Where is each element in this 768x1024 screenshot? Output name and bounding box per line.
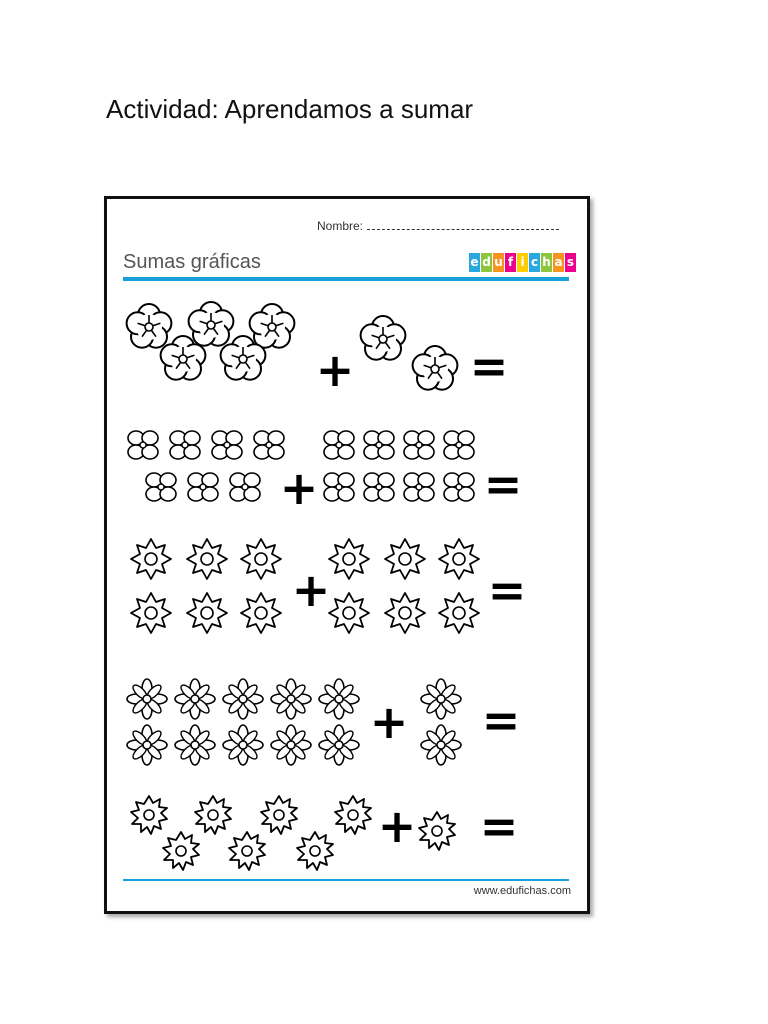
petal-flower-icon: [271, 725, 311, 765]
clover-flower-icon: [324, 473, 354, 501]
equals-sign: =: [481, 693, 521, 747]
spiky-flower-icon: [385, 593, 425, 633]
petal-flower-icon: [421, 679, 461, 719]
equals-sign: =: [469, 339, 509, 393]
spiky-flower-icon: [385, 539, 425, 579]
petal-flower-icon: [127, 679, 167, 719]
logo-letter: h: [541, 253, 552, 272]
plus-sign: +: [315, 343, 355, 397]
daisy-flower-icon: [163, 832, 199, 870]
logo-letter: i: [517, 253, 528, 272]
clover-flower-icon: [324, 431, 354, 459]
round-flower-icon: [361, 316, 406, 360]
daisy-flower-icon: [261, 796, 297, 834]
spiky-flower-icon: [439, 539, 479, 579]
name-label: Nombre:: [317, 219, 364, 233]
document-title: Actividad: Aprendamos a sumar: [106, 94, 474, 124]
daisy-flower-icon: [229, 832, 265, 870]
clover-flower-icon: [404, 473, 434, 501]
daisy-flower-icon: [419, 812, 455, 850]
clover-flower-icon: [254, 431, 284, 459]
clover-flower-icon: [404, 431, 434, 459]
daisy-flower-icon: [131, 796, 167, 834]
clover-flower-icon: [188, 473, 218, 501]
clover-flower-icon: [170, 431, 200, 459]
petal-flower-icon: [271, 679, 311, 719]
footer-divider: [123, 879, 569, 881]
logo-letter: f: [505, 253, 516, 272]
footer-url: www.edufichas.com: [473, 885, 571, 897]
logo-letter: u: [493, 253, 504, 272]
equals-sign: =: [479, 799, 519, 853]
round-flower-icon: [250, 304, 295, 348]
clover-flower-icon: [128, 431, 158, 459]
exercise-row: [127, 302, 509, 397]
clover-flower-icon: [212, 431, 242, 459]
spiky-flower-icon: [187, 593, 227, 633]
plus-sign: +: [291, 563, 331, 617]
plus-sign: +: [279, 461, 319, 515]
clover-flower-icon: [444, 473, 474, 501]
plus-sign: +: [377, 799, 417, 853]
exercise-row: [128, 431, 522, 515]
spiky-flower-icon: [329, 539, 369, 579]
exercise-row: [131, 796, 518, 870]
daisy-flower-icon: [335, 796, 371, 834]
spiky-flower-icon: [131, 539, 171, 579]
petal-flower-icon: [175, 679, 215, 719]
exercise-row: [127, 679, 520, 765]
spiky-flower-icon: [241, 593, 281, 633]
daisy-flower-icon: [297, 832, 333, 870]
petal-flower-icon: [223, 725, 263, 765]
round-flower-icon: [189, 302, 234, 346]
spiky-flower-icon: [131, 593, 171, 633]
clover-flower-icon: [146, 473, 176, 501]
clover-flower-icon: [364, 473, 394, 501]
spiky-flower-icon: [329, 593, 369, 633]
petal-flower-icon: [319, 725, 359, 765]
logo-letter: s: [565, 253, 576, 272]
clover-flower-icon: [364, 431, 394, 459]
logo-letter: d: [481, 253, 492, 272]
daisy-flower-icon: [195, 796, 231, 834]
worksheet: [104, 196, 590, 914]
spiky-flower-icon: [241, 539, 281, 579]
logo-letter: c: [529, 253, 540, 272]
worksheet-title: Sumas gráficas: [123, 251, 261, 273]
spiky-flower-icon: [187, 539, 227, 579]
logo-letter: a: [553, 253, 564, 272]
round-flower-icon: [413, 346, 458, 390]
petal-flower-icon: [127, 725, 167, 765]
exercises-area: [107, 199, 587, 911]
petal-flower-icon: [175, 725, 215, 765]
equals-sign: =: [487, 563, 527, 617]
petal-flower-icon: [421, 725, 461, 765]
petal-flower-icon: [319, 679, 359, 719]
round-flower-icon: [127, 304, 172, 348]
clover-flower-icon: [444, 431, 474, 459]
spiky-flower-icon: [439, 593, 479, 633]
petal-flower-icon: [223, 679, 263, 719]
plus-sign: +: [369, 695, 409, 749]
equals-sign: =: [483, 457, 523, 511]
logo-letter: e: [469, 253, 480, 272]
exercise-row: [131, 539, 526, 633]
clover-flower-icon: [230, 473, 260, 501]
